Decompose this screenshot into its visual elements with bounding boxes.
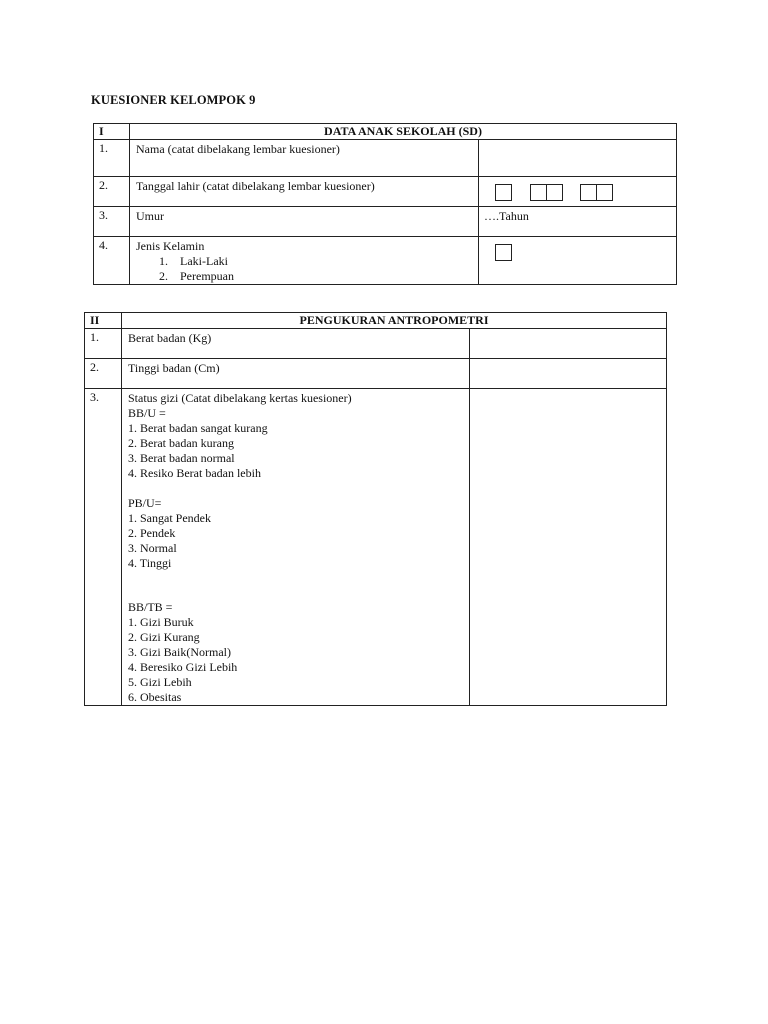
field-status-gizi <box>122 389 470 706</box>
answer-umur[interactable]: ….Tahun <box>479 207 677 237</box>
table-data-anak-sekolah <box>93 123 677 285</box>
field-label-berat-badan: Berat badan (Kg) <box>122 329 470 359</box>
pbu-label: PB/U= <box>128 496 162 510</box>
table-row <box>94 177 677 207</box>
gender-options <box>136 254 478 284</box>
list-item: 6. Obesitas <box>128 690 182 704</box>
section-heading: DATA ANAK SEKOLAH (SD) <box>130 124 677 140</box>
list-item <box>136 254 478 269</box>
field-label-tinggi-badan: Tinggi badan (Cm) <box>122 359 470 389</box>
option-number: 1. <box>159 254 168 268</box>
field-label-status-gizi: Status gizi (Catat dibelakang kertas kuesioner) <box>128 391 352 405</box>
list-item: 5. Gizi Lebih <box>128 675 192 689</box>
list-item: 3. Normal <box>128 541 177 555</box>
document-title: KUESIONER KELOMPOK 9 <box>91 93 256 107</box>
table-row <box>85 389 667 706</box>
list-item: 2. Berat badan kurang <box>128 436 234 450</box>
section-roman: I <box>94 124 130 140</box>
date-month-box-2[interactable] <box>546 184 563 201</box>
row-number: 4. <box>94 237 130 285</box>
field-label-tanggal-lahir: Tanggal lahir (catat dibelakang lembar kuesioner) <box>130 177 479 207</box>
answer-cell-tinggi-badan[interactable] <box>470 359 667 389</box>
table-row <box>94 207 677 237</box>
option-label: Perempuan <box>180 269 234 283</box>
field-label-nama: Nama (catat dibelakang lembar kuesioner) <box>130 140 479 177</box>
section-heading: PENGUKURAN ANTROPOMETRI <box>122 313 667 329</box>
row-number: 1. <box>85 329 122 359</box>
table-header-row <box>94 124 677 140</box>
answer-cell-status-gizi[interactable] <box>470 389 667 706</box>
list-item: 1. Berat badan sangat kurang <box>128 421 268 435</box>
table-row <box>94 140 677 177</box>
row-number: 2. <box>94 177 130 207</box>
bbu-label: BB/U = <box>128 406 166 420</box>
table-pengukuran-antropometri <box>84 312 667 706</box>
answer-cell-berat-badan[interactable] <box>470 329 667 359</box>
option-number: 2. <box>159 269 168 283</box>
list-item <box>136 269 478 284</box>
list-item: 3. Berat badan normal <box>128 451 235 465</box>
field-label-umur: Umur <box>130 207 479 237</box>
answer-cell-nama[interactable] <box>479 140 677 177</box>
date-year-box-2[interactable] <box>596 184 613 201</box>
answer-cell-jenis-kelamin <box>479 237 677 285</box>
field-label-jenis-kelamin: Jenis Kelamin <box>136 239 205 253</box>
list-item: 4. Resiko Berat badan lebih <box>128 466 261 480</box>
list-item: 2. Gizi Kurang <box>128 630 200 644</box>
month-box-pair <box>530 184 563 201</box>
section-roman: II <box>85 313 122 329</box>
row-number: 3. <box>94 207 130 237</box>
gender-code-box[interactable] <box>495 244 512 261</box>
list-item: 1. Sangat Pendek <box>128 511 211 525</box>
date-boxes <box>495 184 613 201</box>
row-number: 3. <box>85 389 122 706</box>
list-item: 4. Beresiko Gizi Lebih <box>128 660 238 674</box>
list-item: 1. Gizi Buruk <box>128 615 194 629</box>
table-header-row <box>85 313 667 329</box>
table-row <box>85 359 667 389</box>
bbtb-label: BB/TB = <box>128 600 173 614</box>
table-row <box>85 329 667 359</box>
field-jenis-kelamin <box>130 237 479 285</box>
answer-cell-tanggal-lahir <box>479 177 677 207</box>
row-number: 2. <box>85 359 122 389</box>
list-item: 4. Tinggi <box>128 556 172 570</box>
list-item: 3. Gizi Baik(Normal) <box>128 645 231 659</box>
date-year-box-1[interactable] <box>580 184 597 201</box>
option-label: Laki-Laki <box>180 254 228 268</box>
date-day-box[interactable] <box>495 184 512 201</box>
date-month-box-1[interactable] <box>530 184 547 201</box>
year-box-pair <box>580 184 613 201</box>
table-row <box>94 237 677 285</box>
row-number: 1. <box>94 140 130 177</box>
list-item: 2. Pendek <box>128 526 176 540</box>
